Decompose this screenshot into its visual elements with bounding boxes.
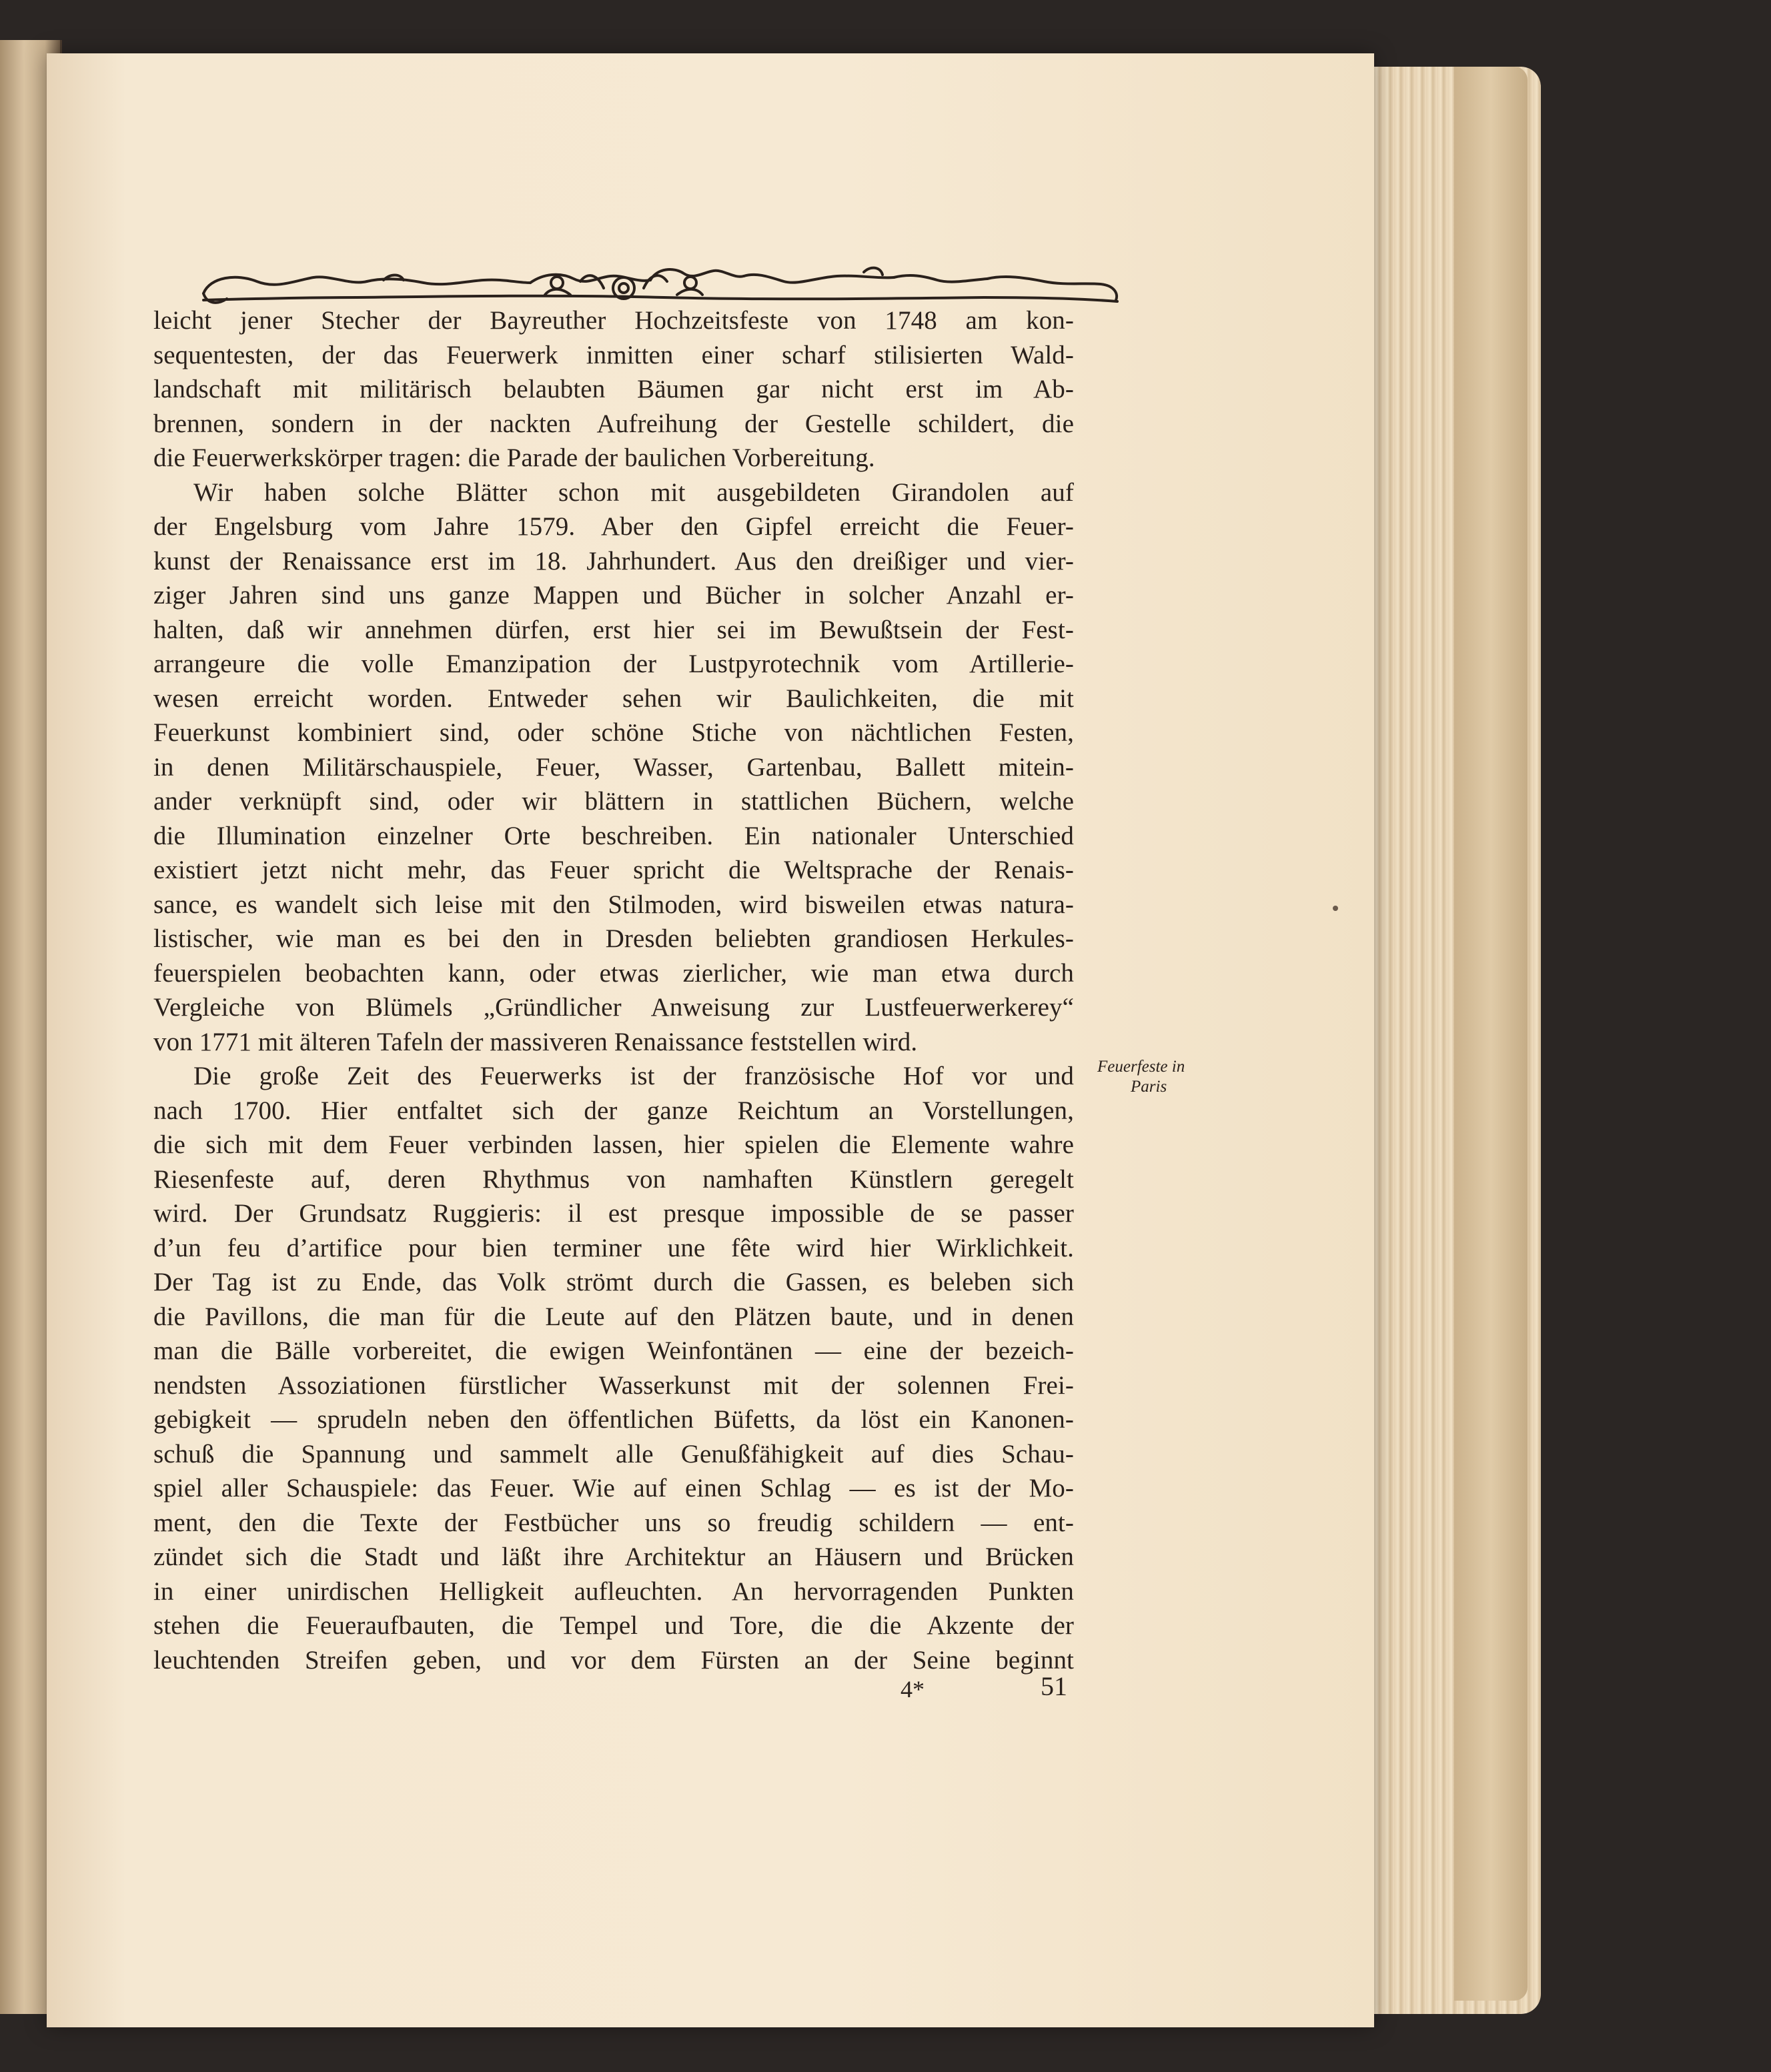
- text-line: Der Tag ist zu Ende, das Volk strömt durch die Gassen, es beleben sich: [153, 1268, 1074, 1296]
- text-line: nendsten Assoziationen fürstlicher Wasserkunst mit der solennen Frei-: [153, 1370, 1074, 1400]
- text-line: kunst der Renaissance erst im 18. Jahrhundert. Aus den dreißiger und vier-: [153, 546, 1074, 576]
- text-line: Riesenfeste auf, deren Rhythmus von namhaften Künstlern geregelt: [153, 1164, 1074, 1194]
- text-line: sequentesten, der das Feuerwerk inmitten einer scharf stilisierten Wald-: [153, 340, 1074, 369]
- text-line: existiert jetzt nicht mehr, das Feuer spricht die Weltsprache der Renais-: [153, 856, 1074, 884]
- text-line: arrangeure die volle Emanzipation der Lustpyrotechnik vom Artillerie-: [153, 650, 1074, 678]
- text-line: Vergleiche von Blümels „Gründlicher Anweisung zur Lustfeuerwerkerey“: [153, 993, 1074, 1022]
- text-line: Feuerkunst kombiniert sind, oder schöne Stiche von nächtlichen Festen,: [153, 718, 1074, 747]
- text-line: ment, den die Texte der Festbücher uns so freudig schildern — ent-: [153, 1508, 1074, 1537]
- text-line: die Feuerwerkskörper tragen: die Parade der baulichen Vorbereitung.: [153, 443, 875, 472]
- text-line: der Engelsburg vom Jahre 1579. Aber den Gipfel erreicht die Feuer-: [153, 512, 1074, 541]
- text-line: schuß die Spannung und sammelt alle Genußfähigkeit auf dies Schau-: [153, 1439, 1074, 1468]
- text-line: halten, daß wir annehmen dürfen, erst hier sei im Bewußtsein der Fest-: [153, 615, 1074, 644]
- marginal-note-line: Feuerfeste in: [1097, 1058, 1185, 1076]
- text-line: spiel aller Schauspiele: das Feuer. Wie auf einen Schlag — es ist der Mo-: [153, 1474, 1074, 1502]
- text-line: listischer, wie man es bei den in Dresden beliebten grandiosen Herkules-: [153, 924, 1074, 953]
- text-line: brennen, sondern in der nackten Aufreihung der Gestelle schildert, die: [153, 409, 1074, 438]
- text-line: landschaft mit militärisch belaubten Bäumen gar nicht erst im Ab-: [153, 375, 1074, 403]
- text-line: die Illumination einzelner Orte beschreiben. Ein nationaler Unterschied: [153, 821, 1074, 850]
- text-line: sance, es wandelt sich leise mit den Stilmoden, wird bisweilen etwas natura-: [153, 890, 1074, 919]
- text-line: leuchtenden Streifen geben, und vor dem Fürsten an der Seine beginnt: [153, 1645, 1074, 1675]
- text-line: die sich mit dem Feuer verbinden lassen, hier spielen die Elemente wahre: [153, 1130, 1074, 1159]
- text-line: ander verknüpft sind, oder wir blättern in stattlichen Büchern, welche: [153, 787, 1074, 816]
- text-line: d’un feu d’artifice pour bien terminer une fête wird hier Wirklichkeit.: [153, 1233, 1074, 1262]
- body-text: [153, 303, 1074, 1677]
- text-line: in einer unirdischen Helligkeit aufleuchten. An hervorragenden Punkten: [153, 1577, 1074, 1606]
- page-number: 51: [1041, 1671, 1067, 1701]
- text-line: von 1771 mit älteren Tafeln der massiveren Renaissance feststellen wird.: [153, 1027, 918, 1056]
- text-line: zündet sich die Stadt und läßt ihre Architektur an Häusern und Brücken: [153, 1542, 1074, 1571]
- text-line: feuerspielen beobachten kann, oder etwas zierlicher, wie man etwa durch: [153, 958, 1074, 988]
- text-line: wesen erreicht worden. Entweder sehen wir Baulichkeiten, die mit: [153, 684, 1074, 713]
- text-line: stehen die Feueraufbauten, die Tempel und Tore, die die Akzente der: [153, 1611, 1074, 1640]
- text-line: nach 1700. Hier entfaltet sich der ganze Reichtum an Vorstellungen,: [153, 1096, 1074, 1125]
- book-cover-edge: [1454, 67, 1528, 2001]
- text-line: ziger Jahren sind uns ganze Mappen und Bücher in solcher Anzahl er-: [153, 581, 1074, 610]
- text-line: Die große Zeit des Feuerwerks ist der französische Hof vor und: [193, 1062, 1074, 1090]
- text-line: Wir haben solche Blätter schon mit ausgebildeten Girandolen auf: [193, 477, 1074, 507]
- paper-speck: [1333, 906, 1338, 911]
- text-line: in denen Militärschauspiele, Feuer, Wasser, Gartenbau, Ballett mitein-: [153, 752, 1074, 782]
- book-page: [47, 53, 1374, 2027]
- text-line: man die Bälle vorbereitet, die ewigen Weinfontänen — eine der bezeich-: [153, 1336, 1074, 1365]
- text-line: die Pavillons, die man für die Leute auf den Plätzen baute, und in denen: [153, 1302, 1074, 1331]
- marginal-note: [1097, 1057, 1237, 1097]
- marginal-note-line: Paris: [1131, 1078, 1167, 1096]
- text-line: leicht jener Stecher der Bayreuther Hochzeitsfeste von 1748 am kon-: [153, 306, 1074, 335]
- text-line: wird. Der Grundsatz Ruggieris: il est presque impossible de se passer: [153, 1199, 1074, 1228]
- text-line: gebigkeit — sprudeln neben den öffentlichen Büfetts, da löst ein Kanonen-: [153, 1405, 1074, 1434]
- signature-mark: 4*: [901, 1676, 925, 1703]
